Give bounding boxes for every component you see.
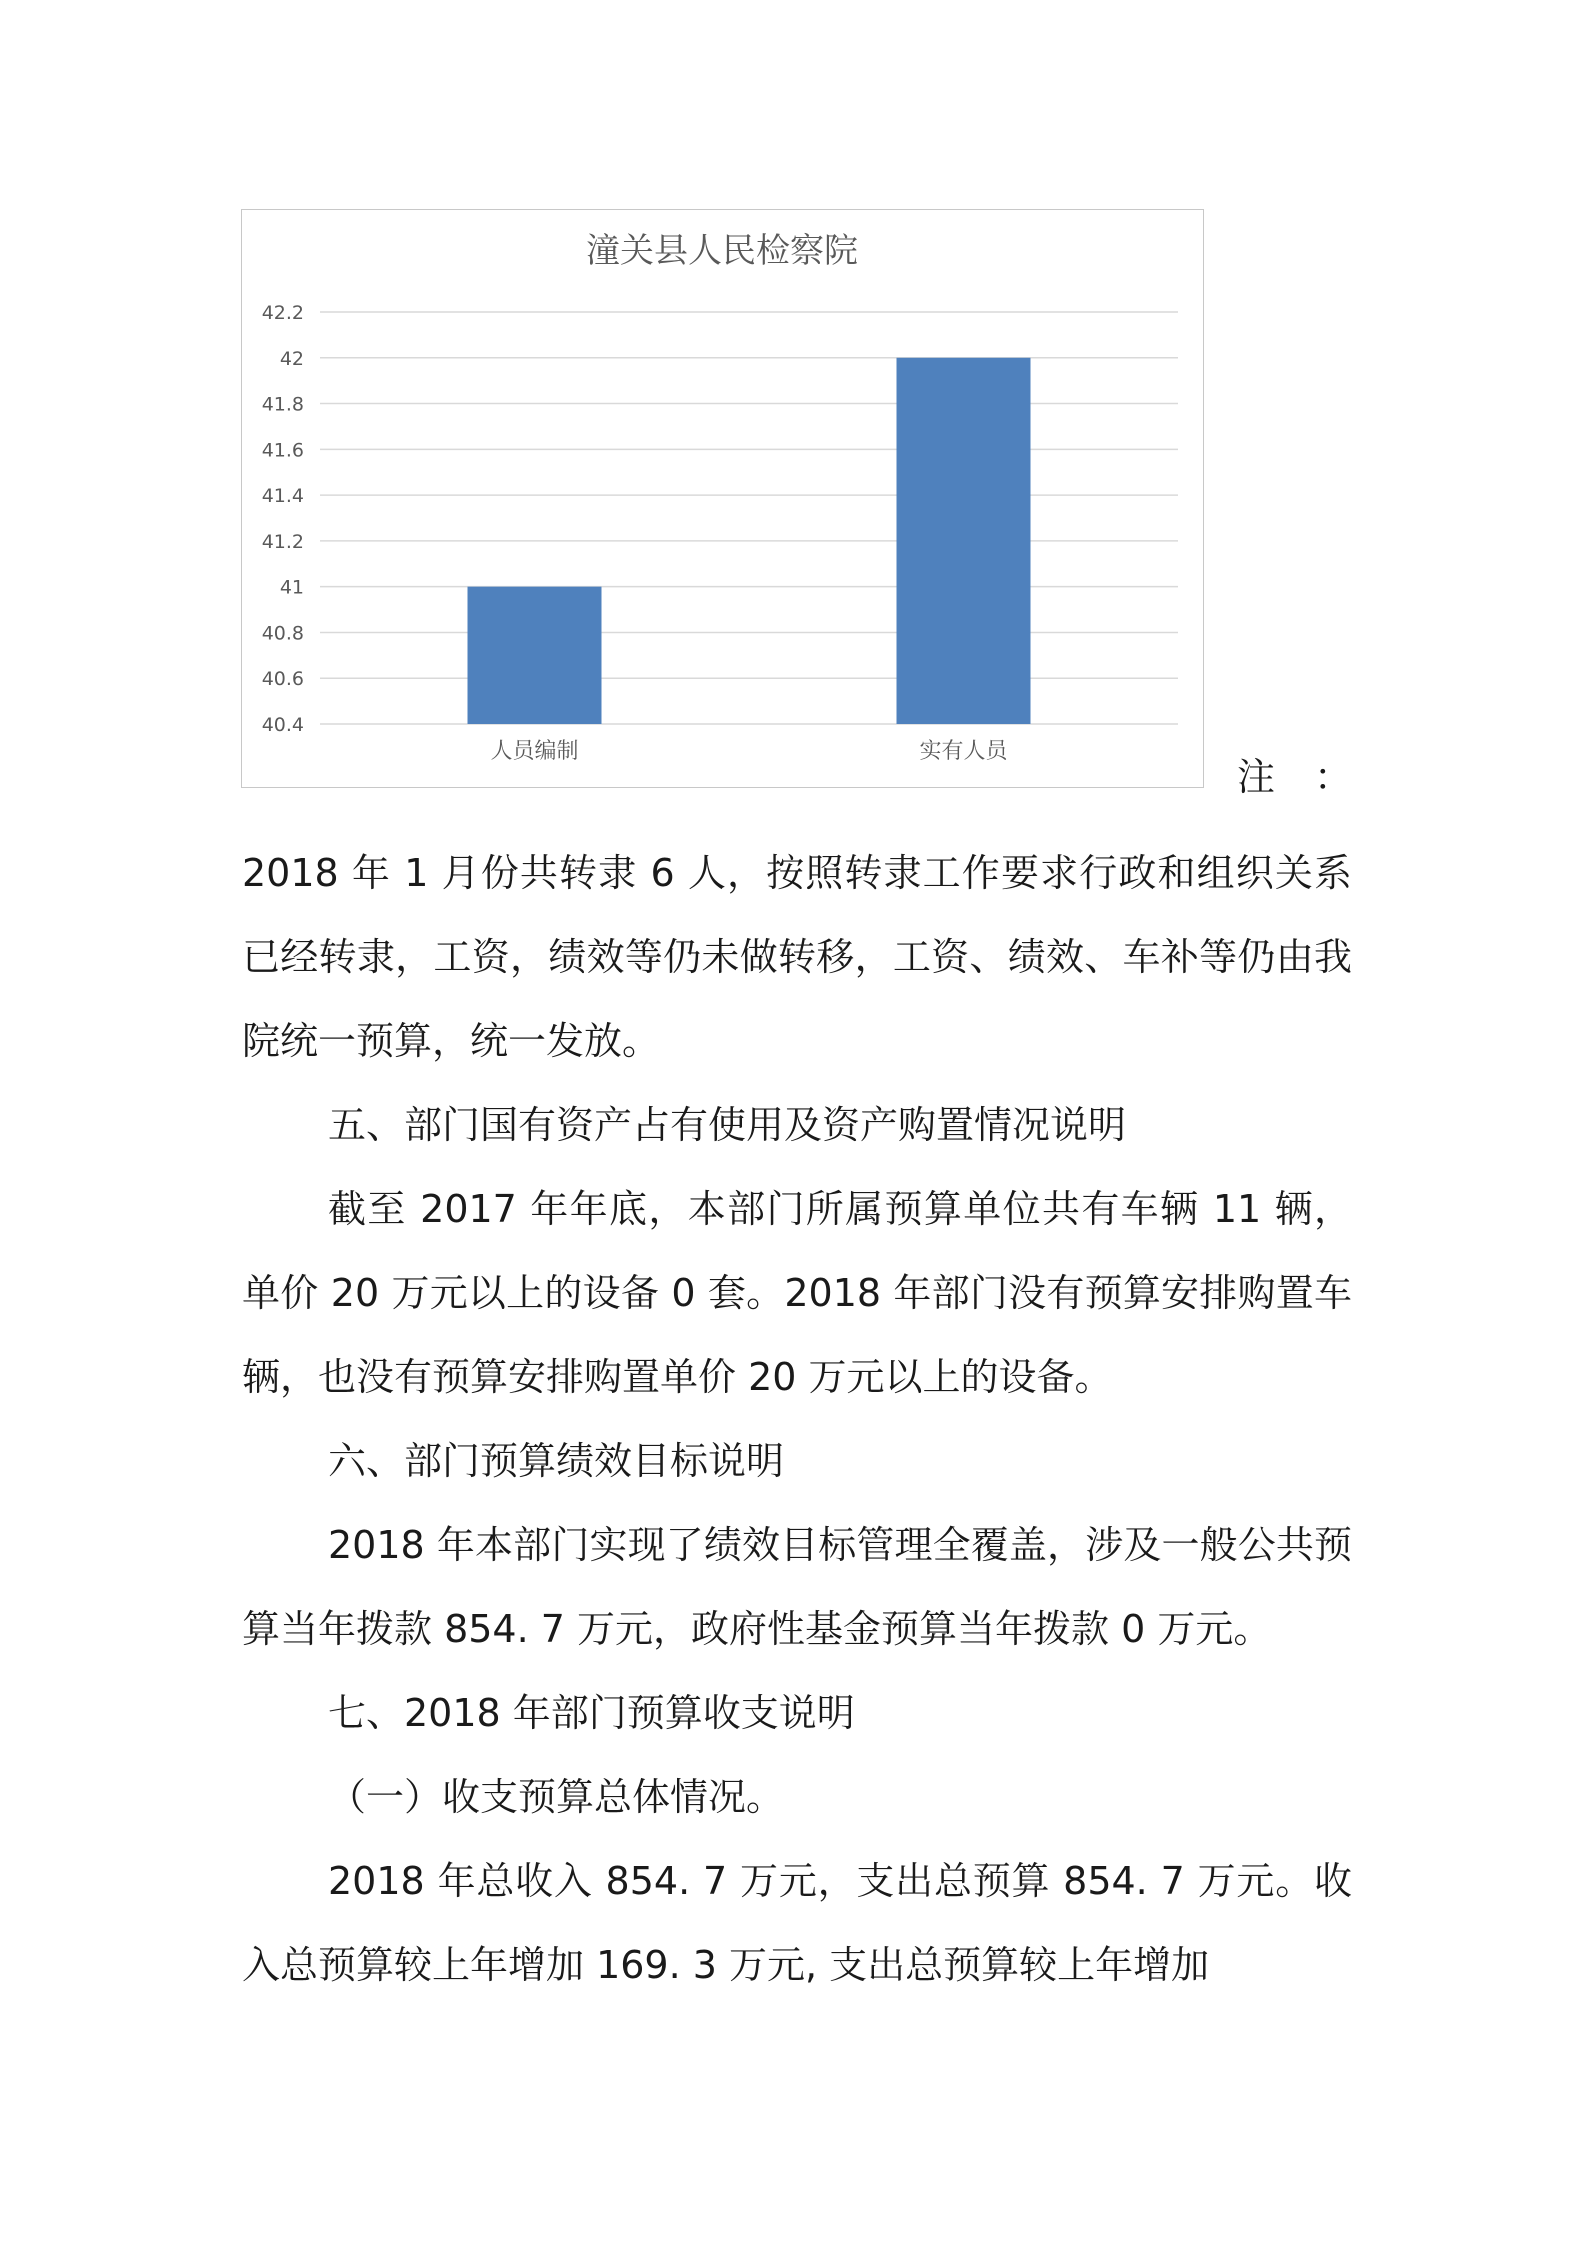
x-category-label: 实有人员 xyxy=(919,739,1008,764)
document-body xyxy=(242,831,1352,2007)
y-tick-label: 41.8 xyxy=(261,393,304,416)
y-tick-label: 42.2 xyxy=(261,302,304,324)
x-category-label: 人员编制 xyxy=(490,739,579,764)
paragraph-transfer-note: 2018 年 1 月份共转隶 6 人，按照转隶工作要求行政和组织关系已经转隶，工资，绩效等仍未做转移，工资、绩效、车补等仍由我院统一预算，统一发放。 xyxy=(242,851,1352,1063)
note-label-colon: ： xyxy=(1313,755,1352,799)
y-tick-label: 41.6 xyxy=(261,439,304,462)
subheading-overall-budget: （一）收支预算总体情况。 xyxy=(328,1775,785,1819)
y-tick-label: 41.4 xyxy=(261,485,304,508)
bar xyxy=(468,587,602,724)
paragraph-budget-totals: 2018 年总收入 854. 7 万元，支出总预算 854. 7 万元。收入总预算较上年增加 169. 3 万元, 支出总预算较上年增加 xyxy=(242,1859,1352,1987)
heading-section-five: 五、部门国有资产占有使用及资产购置情况说明 xyxy=(328,1103,1127,1147)
staffing-bar-chart xyxy=(241,209,1204,788)
chart-title: 潼关县人民检察院 xyxy=(586,231,858,271)
heading-section-seven: 七、2018 年部门预算收支说明 xyxy=(328,1691,855,1735)
y-tick-label: 40.4 xyxy=(261,714,304,736)
heading-section-six: 六、部门预算绩效目标说明 xyxy=(328,1439,785,1483)
chart-canvas xyxy=(242,210,1202,786)
y-tick-label: 40.6 xyxy=(261,668,304,691)
paragraph-assets: 截至 2017 年年底，本部门所属预算单位共有车辆 11 辆，单价 20 万元以上的设备 0 套。2018 年部门没有预算安排购置车辆，也没有预算安排购置单价 20 万元以上的设备。 xyxy=(242,1187,1352,1399)
note-label xyxy=(1237,748,1352,806)
y-tick-label: 42 xyxy=(279,347,304,370)
paragraph-performance: 2018 年本部门实现了绩效目标管理全覆盖，涉及一般公共预算当年拨款 854. 7 万元，政府性基金预算当年拨款 0 万元。 xyxy=(242,1523,1352,1651)
y-tick-label: 40.8 xyxy=(261,622,304,645)
y-tick-label: 41.2 xyxy=(261,530,304,553)
bar xyxy=(897,358,1031,724)
note-label-char: 注 xyxy=(1237,755,1276,799)
y-tick-label: 41 xyxy=(279,576,304,599)
